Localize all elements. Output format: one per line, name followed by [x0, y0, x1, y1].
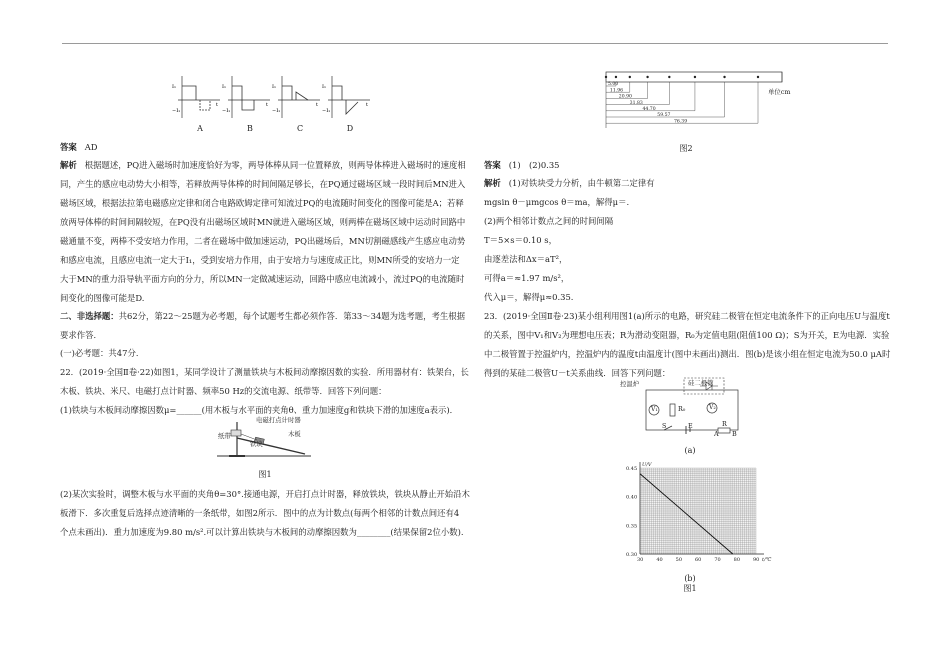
x-tick-label: 90	[753, 557, 760, 563]
x-tick-label: 30	[637, 557, 644, 563]
graph-a	[172, 76, 220, 118]
svg-text:−I₁: −I₁	[222, 108, 231, 114]
label-diode: 硅二极管	[688, 379, 714, 387]
tape-dot	[629, 76, 631, 78]
grid	[640, 468, 756, 554]
answer-line	[60, 138, 470, 157]
answer-label-right: 答案	[484, 160, 501, 170]
x-axis-label: t/℃	[762, 557, 772, 563]
q22-line-0: 22．(2019·全国Ⅱ卷·22)如图1，某同学设计了测量铁块与木板间动摩擦因数的实验．所用器材有：铁架台，长	[60, 367, 469, 377]
fig1-caption: 图1	[258, 470, 272, 479]
label-v2: V₂	[709, 404, 716, 411]
q23-line-1: 的关系，图中V₁和V₂为理想电压表；R为滑动变阻器，R₀为定值电阻(阻值100 Ω)；S为开关，E为电源．实验	[484, 330, 890, 340]
label-r0: R₀	[678, 405, 686, 413]
svg-text:I₁: I₁	[322, 84, 326, 90]
section-title: 二、非选择题：	[60, 311, 119, 321]
label-block: 铁块	[250, 440, 263, 448]
graph-label-d: D	[346, 124, 354, 133]
label-source: E	[688, 422, 693, 430]
analysis-line-7: 间变化的图像可能是D.	[60, 293, 145, 303]
analysis-line-3: 放两导体棒的时间间隔较短，在PQ没有出磁场区域时MN就进入磁场区域，则两棒在磁场区域中运动时回路中	[60, 217, 466, 227]
analysis-right-line-4: 由逐差法和Δx＝aT²，	[484, 254, 568, 264]
label-furnace: 控温炉	[620, 380, 640, 388]
section-heading: 二、非选择题：共62分，第22～25题为必考题，每个试题考生都必须作答．第33～34题为选考题，考生根据	[60, 311, 466, 321]
svg-text:t: t	[366, 102, 369, 108]
analysis-line-5: 和感应电流，且感应电流一定大于I₁，受到安培力作用，由于安培力与速度成正比，则MN所受的安培力一定	[60, 255, 460, 265]
tape-dot	[694, 76, 696, 78]
q22-part2-line-1: 板滑下．多次重复后选择点迹清晰的一条纸带，如图2所示．图中的点为计数点(每两个相邻的计数点间还有4	[60, 508, 460, 518]
label-timer: 电磁打点计时器	[256, 416, 301, 424]
analysis-right-line-2: (2)两个相邻计数点之间的时间间隔	[484, 216, 614, 226]
svg-text:I₁: I₁	[172, 84, 176, 90]
answer-label: 答案	[60, 142, 77, 152]
tape-dot	[646, 76, 648, 78]
tape-unit: 单位cm	[768, 88, 791, 96]
label-board: 木板	[288, 430, 301, 438]
tape-dim-label: 59.57	[657, 113, 671, 119]
analysis-right-line-0: 解析 (1)对铁块受力分析，由牛顿第二定律有	[484, 178, 655, 188]
y-axis-label: U/V	[642, 462, 652, 468]
analysis-right-line-3: T＝5×s＝0.10 s，	[484, 235, 557, 245]
tape-dot	[615, 76, 617, 78]
graph-label-b: B	[247, 124, 253, 133]
circuit-caption: (a)	[684, 446, 696, 455]
svg-text:I₁: I₁	[272, 84, 276, 90]
graph-caption: (b)	[684, 574, 696, 583]
svg-text:t: t	[216, 102, 219, 108]
y-tick-label: 0.35	[626, 523, 638, 530]
graph-c	[272, 76, 320, 118]
graph-label-c: C	[296, 124, 304, 133]
tape-caption: 图2	[679, 144, 693, 153]
label-tape: 纸带	[218, 432, 231, 440]
svg-text:t: t	[266, 102, 269, 108]
label-v1: V₁	[651, 406, 658, 413]
q23-line-0: 23．(2019·全国Ⅱ卷·23)某小组利用图1(a)所示的电路，研究硅二极管在恒定电流条件下的正向电压U与温度t	[484, 311, 890, 321]
header-rule	[62, 43, 888, 44]
q22-part2-line-2: 个点未画出)．重力加速度为9.80 m/s².可以计算出铁块与木板间的动摩擦因数为________(结果保留2位小数).	[60, 527, 464, 537]
x-tick-label: 40	[656, 557, 663, 563]
analysis-line-2: 磁场区域，根据法拉第电磁感应定律和闭合电路欧姆定律可知流过PQ的电流随时间变化的图像可能是A；若释	[60, 198, 464, 208]
q22-part2-line-0: (2)某次实验时，调整木板与水平面的夹角θ=30°.接通电源，开启打点计时器，释放铁块，铁块从静止开始沿木	[60, 489, 470, 499]
tape-dot-origin	[605, 76, 607, 78]
y-tick-label: 0.40	[626, 494, 638, 501]
analysis-right-line-6: 代入μ＝，解得μ≈0.35.	[484, 292, 574, 302]
graph-label-a: A	[197, 124, 203, 133]
analysis-line-0: 解析 根据题述，PQ进入磁场时加速度恰好为零，两导体棒从同一位置释放，则两导体棒进入磁场时的速度相	[60, 160, 466, 170]
paper-tape-figure	[606, 72, 786, 130]
section-line-1: 要求作答．	[60, 330, 102, 340]
analysis-right-line-5: 可得a＝≈1.97 m/s²，	[484, 273, 570, 283]
q23-line-3: 得到的某硅二极管U－t关系曲线．回答下列问题：	[484, 368, 671, 378]
tape-dot	[668, 76, 670, 78]
x-tick-label: 50	[675, 557, 683, 563]
answer-value-right: (1) (2)0.35	[508, 160, 560, 170]
svg-text:t: t	[316, 102, 319, 108]
svg-text:−I₁: −I₁	[272, 108, 281, 114]
tape-dim-label: 5.00	[608, 82, 619, 88]
answer-line-right	[484, 156, 894, 175]
tape-dim-label: 44.70	[642, 107, 656, 112]
label-a-end: A	[714, 430, 719, 438]
analysis-label-right: 解析	[484, 178, 501, 188]
required-line: (一)必考题：共47分．	[60, 348, 145, 358]
x-tick-label: 70	[714, 557, 721, 563]
svg-text:−I₁: −I₁	[172, 108, 181, 114]
x-tick-label: 60	[695, 557, 702, 563]
tape-dot	[757, 76, 759, 78]
analysis-right-line-1: mgsin θ－μmgcos θ＝ma，解得μ＝.	[484, 197, 630, 207]
tape-dot	[723, 76, 725, 78]
tape-dim-label: 76.39	[674, 119, 688, 125]
analysis-label: 解析	[60, 160, 77, 170]
analysis-line-6: 大于MN的重力沿导轨平面方向的分力，所以MN一定做减速运动，回路中感应电流减小，流过PQ的电流随时	[60, 274, 465, 284]
q22-line-1: 木板、铁块、米尺、电磁打点计时器、频率50 Hz的交流电源、纸带等．回答下列问题：	[60, 386, 387, 396]
label-rheostat: R	[722, 420, 727, 428]
tape-dim-label: 20.90	[618, 94, 632, 100]
label-b-end: B	[732, 430, 737, 438]
q23-line-2: 中二极管置于控温炉内，控温炉内的温度t由温度计(图中未画出)测出．图(b)是该小组在恒定电流为50.0 μA时	[484, 349, 891, 359]
tape-dim-label: 31.83	[629, 100, 643, 106]
analysis-line-4: 磁通量不变，两棒不受安培力作用，二者在磁场中做加速运动，PQ出磁场后，MN切割磁感线产生感应电动势	[60, 236, 466, 246]
tape-dim-label: 11.96	[609, 88, 624, 94]
y-tick-label: 0.45	[626, 466, 638, 472]
answer-value: AD	[84, 142, 98, 152]
u-t-chart	[620, 460, 770, 565]
graph-b	[222, 76, 270, 118]
analysis-line-1: 同，产生的感应电动势大小相等，若释放两导体棒的时间间隔足够长，在PQ通过磁场区域一段时间后MN进入	[60, 179, 466, 189]
svg-text:I₁: I₁	[222, 84, 226, 90]
figure-caption: 图1	[683, 584, 697, 593]
graph-d	[322, 76, 370, 118]
y-tick-label: 0.30	[626, 552, 638, 558]
x-tick-label: 80	[733, 557, 741, 563]
svg-text:−I₁: −I₁	[322, 108, 331, 114]
label-switch: S	[662, 422, 667, 430]
q22-part1: (1)铁块与木板间动摩擦因数μ=______(用木板与水平面的夹角θ、重力加速度g和铁块下滑的加速度a表示)．	[60, 405, 459, 415]
